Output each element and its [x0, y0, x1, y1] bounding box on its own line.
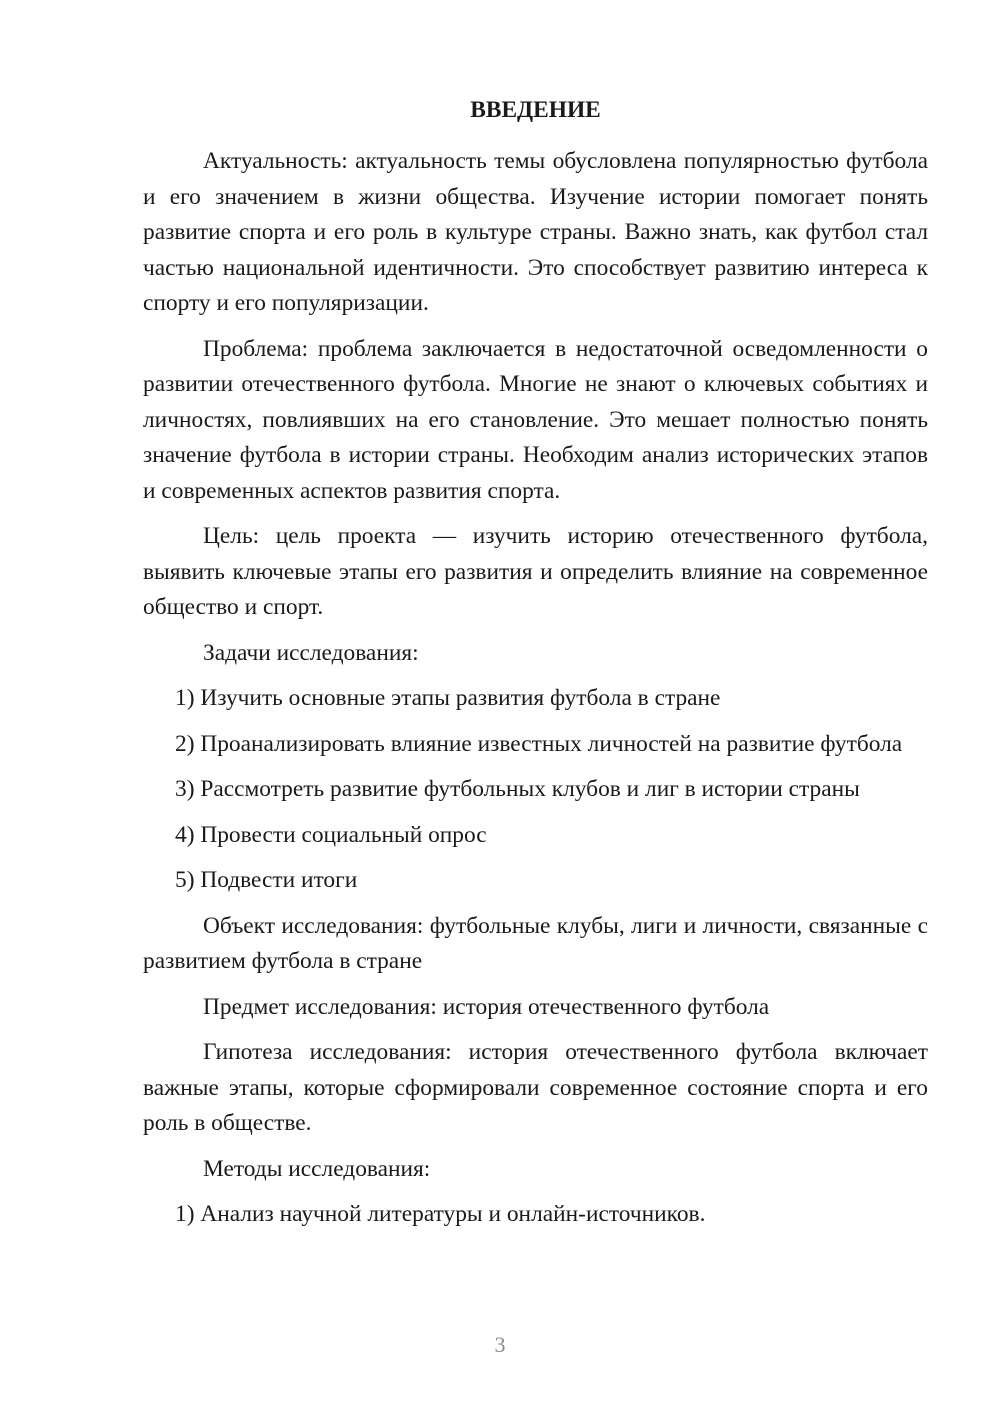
object-paragraph: Объект исследования: футбольные клубы, лиги и личности, связанные с развитием футбола в стране — [143, 912, 928, 974]
problem-paragraph: Проблема: проблема заключается в недостаточной осведомленности о развитии отечественного футбола. Многие не знают о ключевых событиях и личностях, повлиявших на его становление. Это мешает полностью понять значение футбола в истории страны. Необходим анализ исторических этапов и современных аспектов развития спорта. — [143, 335, 928, 504]
methods-heading: Методы исследования: — [203, 1155, 431, 1182]
relevance-paragraph: Актуальность: актуальность темы обусловлена популярностью футбола и его значением в жизни общества. Изучение истории помогает понять развитие спорта и его роль в культуре страны. Важно знать, как футбол стал частью национальной идентичности. Это способствует развитию интереса к спорту и его популяризации. — [143, 148, 928, 316]
tasks-heading: Задачи исследования: — [203, 639, 419, 666]
page-number: 3 — [494, 1332, 506, 1357]
method-item-1: 1) Анализ научной литературы и онлайн-источников. — [175, 1201, 706, 1227]
task-item-4: 4) Провести социальный опрос — [175, 821, 487, 848]
document-page — [143, 92, 928, 1243]
goal-paragraph: Цель: цель проекта — изучить историю отечественного футбола, выявить ключевые этапы его развития и определить влияние на современное общество и спорт. — [143, 523, 928, 620]
hypothesis-paragraph: Гипотеза исследования: история отечественного футбола включает важные этапы, которые сформировали современное состояние спорта и его роль в обществе. — [143, 1039, 928, 1136]
task-item-3: 3) Рассмотреть развитие футбольных клубов и лиг в истории страны — [175, 776, 860, 802]
section-title: ВВЕДЕНИЕ — [470, 97, 601, 123]
task-item-1: 1) Изучить основные этапы развития футбола в стране — [175, 685, 721, 711]
task-item-5: 5) Подвести итоги — [175, 867, 358, 893]
task-item-2: 2) Проанализировать влияние известных личностей на развитие футбола — [175, 730, 903, 757]
subject-paragraph: Предмет исследования: история отечественного футбола — [203, 993, 770, 1020]
